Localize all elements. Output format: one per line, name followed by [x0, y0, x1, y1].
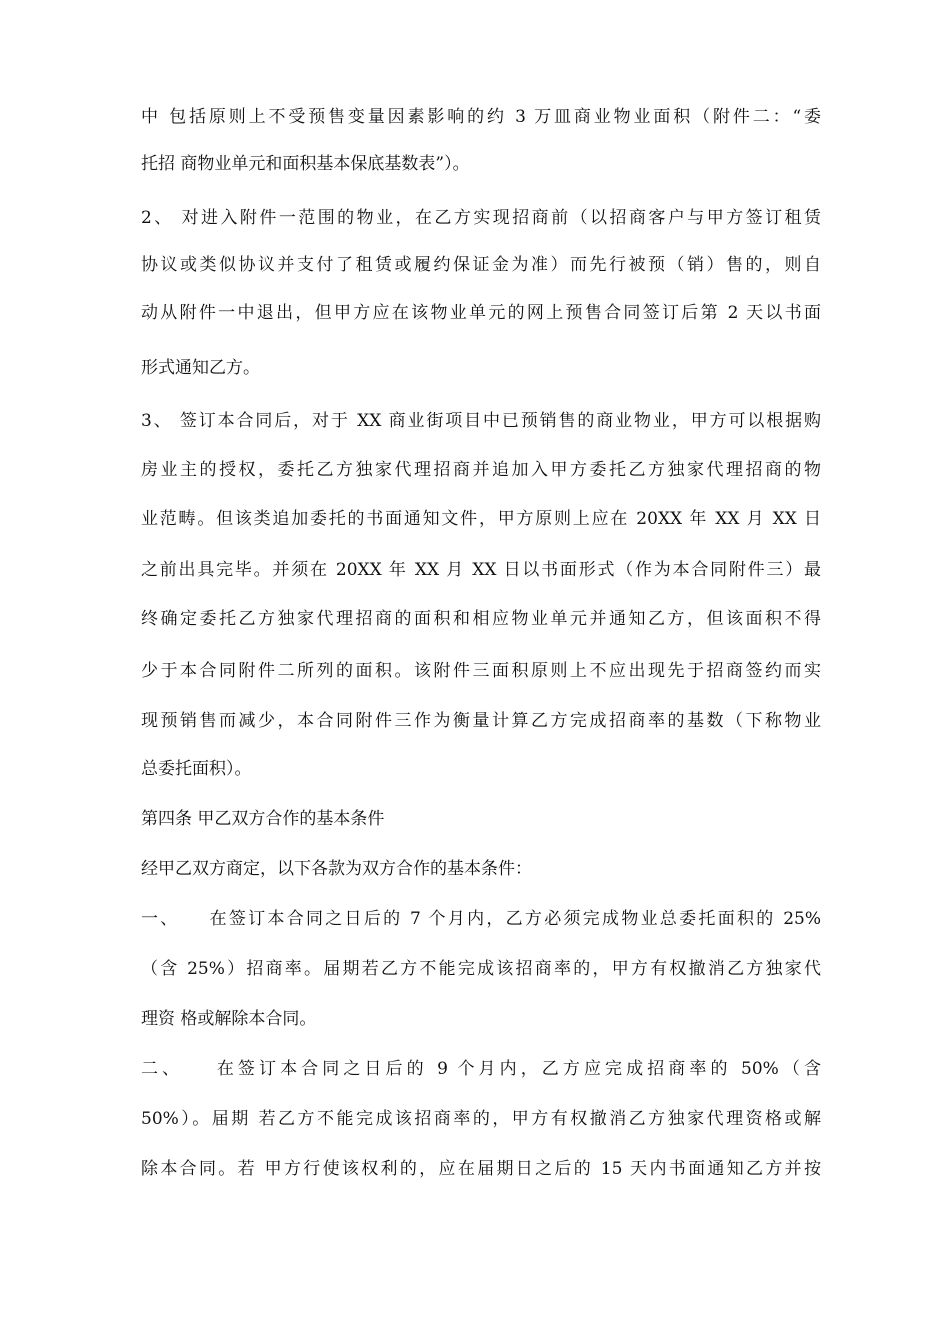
- text-line: 总委托面积）。: [141, 759, 252, 779]
- text-line: 3、 签订本合同后，对于 XX 商业街项目中已预销售的商业物业，甲方可以根据购: [141, 411, 821, 431]
- text-line: 少于本合同附件二所列的面积。该附件三面积原则上不应出现先于招商签约而实: [141, 661, 821, 681]
- text-line: 之前出具完毕。并须在 20XX 年 XX 月 XX 日以书面形式（作为本合同附件三）最: [141, 560, 821, 580]
- text-line: 理资 格或解除本合同。: [141, 1009, 317, 1029]
- text-line: 协议或类似协议并支付了租赁或履约保证金为准）而先行被预（销）售的，则自: [141, 255, 821, 275]
- text-line: 2、 对进入附件一范围的物业，在乙方实现招商前（以招商客户与甲方签订租赁: [141, 208, 821, 228]
- text-line: 形式通知乙方。: [141, 358, 260, 378]
- text-line: 经甲乙双方商定，以下各款为双方合作的基本条件：: [141, 859, 532, 879]
- text-line: 中 包括原则上不受预售变量因素影响的约 3 万皿商业物业面积（附件二：“委: [141, 107, 821, 127]
- text-line: 二、 在签订本合同之日后的 9 个月内，乙方应完成招商率的 50%（含: [141, 1059, 821, 1079]
- text-line: 托招 商物业单元和面积基本保底基数表”）。: [141, 154, 470, 174]
- section-heading: 第四条 甲乙双方合作的基本条件: [141, 809, 385, 829]
- text-line: 现预销售而减少，本合同附件三作为衡量计算乙方完成招商率的基数（下称物业: [141, 711, 821, 731]
- text-line: 50%）。届期 若乙方不能完成该招商率的，甲方有权撤消乙方独家代理资格或解: [141, 1109, 821, 1129]
- text-line: 一、 在签订本合同之日后的 7 个月内，乙方必须完成物业总委托面积的 25%: [141, 909, 821, 929]
- text-line: 除本合同。若 甲方行使该权利的，应在届期日之后的 15 天内书面通知乙方并按: [141, 1159, 821, 1179]
- text-line: 业范畴。但该类追加委托的书面通知文件，甲方原则上应在 20XX 年 XX 月 XX 日: [141, 509, 821, 529]
- text-line: （含 25%）招商率。届期若乙方不能完成该招商率的，甲方有权撤消乙方独家代: [141, 959, 821, 979]
- text-line: 终确定委托乙方独家代理招商的面积和相应物业单元并通知乙方，但该面积不得: [141, 609, 821, 629]
- text-line: 房业主的授权，委托乙方独家代理招商并追加入甲方委托乙方独家代理招商的物: [141, 460, 821, 480]
- text-line: 动从附件一中退出，但甲方应在该物业单元的网上预售合同签订后第 2 天以书面: [141, 303, 821, 323]
